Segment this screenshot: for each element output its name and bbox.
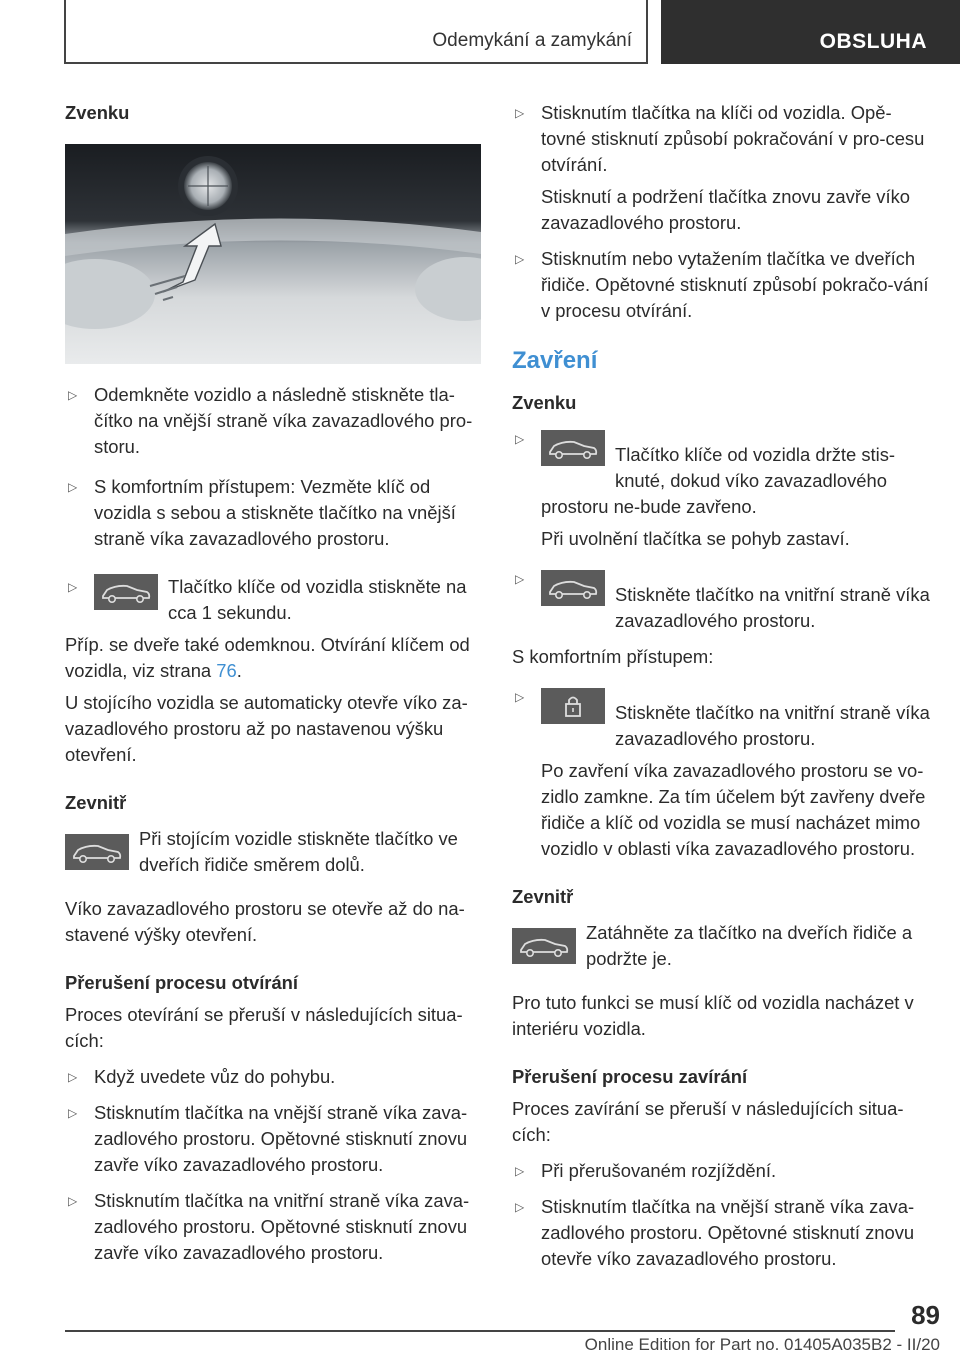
- paragraph: Proces otevírání se přeruší v následujících situa-cích:: [65, 1004, 463, 1051]
- lock-icon: [541, 688, 605, 724]
- list-item: ▷ Odemkněte vozidlo a následně stiskněte tla-čítko na vnější straně víka zavazadlového pro-storu.: [65, 382, 481, 460]
- list-item: [65, 574, 481, 626]
- paragraph: Pro tuto funkci se musí klíč od vozidla nacházet v interiéru vozidla.: [512, 992, 914, 1039]
- page-link[interactable]: 76: [216, 660, 237, 681]
- list-item-text: ▷ Tlačítko klíče od vozidla držte stis-knuté, dokud víko zavazadlového prostoru ne-bude zavřeno.: [541, 444, 896, 517]
- heading-interrupt-opening: Přerušení procesu otvírání: [65, 972, 299, 993]
- list-item-text: ▷ Stiskněte tlačítko na vnitřní straně víka zavazadlového prostoru.: [615, 584, 930, 631]
- inside-text: Zatáhněte za tlačítko na dveřích řidiče a podržte je.: [586, 922, 913, 969]
- paragraph-text: Příp. se dveře také odemknou. Otvírání klíčem od vozidla, viz strana: [65, 634, 470, 681]
- right-column: [512, 100, 930, 1272]
- list-item-note: Po zavření víka zavazadlového prostoru se vo-zidlo zamkne. Za tím účelem být zavřeny dveře řidiče a klíč od vozidla se musí nacházet mimo vozidlo v oblasti víka zavazadlového prostoru.: [541, 760, 926, 859]
- car-trunk-icon: [541, 570, 605, 606]
- heading-closing: Zavření: [512, 347, 598, 374]
- paragraph: U stojícího vozidla se automaticky otevře víko za-vazadlového prostoru až po nastavenou výšku otevření.: [65, 692, 468, 765]
- list-item-note: Při uvolnění tlačítka se pohyb zastaví.: [541, 528, 850, 549]
- list-item-text: ▷ Stiskněte tlačítko na vnitřní straně víka zavazadlového prostoru.: [615, 702, 930, 749]
- list-item: ▷ Stisknutím nebo vytažením tlačítka ve dveřích řidiče. Opětovné stisknutí způsobí pokračo-vání v procesu otvírání.: [512, 246, 930, 324]
- car-trunk-icon: [94, 574, 158, 610]
- list-item: [512, 684, 930, 752]
- header-section-title: Odemykání a zamykání: [432, 30, 632, 51]
- list-item: ▷ Když uvedete vůz do pohybu.: [65, 1064, 481, 1090]
- heading-inside: Zevnitř: [512, 886, 574, 907]
- heading-outside: Zvenku: [65, 102, 130, 123]
- trunk-button-photo: [65, 144, 481, 364]
- inside-text: Při stojícím vozidle stiskněte tlačítko ve dveřích řidiče směrem dolů.: [139, 828, 458, 875]
- list-item: ▷ Při přerušovaném rozjíždění.: [512, 1158, 930, 1184]
- header-chapter-tab: [661, 0, 960, 64]
- list-item: ▷ Stisknutím tlačítka na vnitřní straně víka zava-zadlového prostoru. Opětovné stisknutí znovu zavře víko zavazadlového prostoru.: [65, 1188, 481, 1266]
- left-column: [65, 100, 481, 1266]
- inside-instruction: [512, 920, 930, 972]
- list-item-note: Stisknutí a podržení tlačítka znovu zavře víko zavazadlového prostoru.: [541, 186, 911, 233]
- list-item: ▷ Stisknutím tlačítka na klíči od vozidla. Opě-tovné stisknutí způsobí pokračování v pro-cesu otvírání.: [512, 100, 930, 178]
- car-trunk-icon: [541, 430, 605, 466]
- list-item: ▷ S komfortním přístupem: Vezměte klíč od vozidla s sebou a stiskněte tlačítko na vnější straně víka zavazadlového prostoru.: [65, 474, 481, 552]
- header-section-box: [64, 0, 648, 64]
- paragraph: Proces zavírání se přeruší v následujících situa-cích:: [512, 1098, 904, 1145]
- heading-interrupt-closing: Přerušení procesu zavírání: [512, 1066, 748, 1087]
- heading-outside: Zvenku: [512, 392, 577, 413]
- footer-divider: [65, 1330, 895, 1332]
- page-number: 89: [911, 1300, 940, 1330]
- car-trunk-icon: [65, 834, 129, 870]
- footer-edition: Online Edition for Part no. 01405A035B2 - II/20: [584, 1335, 940, 1354]
- list-item: [512, 566, 930, 634]
- car-trunk-icon: [512, 928, 576, 964]
- list-item-text: ▷ Tlačítko klíče od vozidla stiskněte na cca 1 sekundu.: [168, 576, 467, 623]
- heading-inside: Zevnitř: [65, 792, 127, 813]
- list-item: [512, 426, 930, 520]
- paragraph-end: .: [236, 660, 242, 681]
- list-item: ▷ Stisknutím tlačítka na vnější straně víka zava-zadlového prostoru. Opětovné stisknutí znovu otevře víko zavazadlového prostoru.: [512, 1194, 930, 1272]
- header-chapter-label: OBSLUHA: [819, 30, 927, 53]
- paragraph: [65, 632, 481, 684]
- paragraph: Víko zavazadlového prostoru se otevře až do na-stavené výšky otevření.: [65, 898, 465, 945]
- paragraph: S komfortním přístupem:: [512, 646, 714, 667]
- inside-instruction: [65, 826, 481, 878]
- list-item: ▷ Stisknutím tlačítka na vnější straně víka zava-zadlového prostoru. Opětovné stisknutí znovu zavře víko zavazadlového prostoru.: [65, 1100, 481, 1178]
